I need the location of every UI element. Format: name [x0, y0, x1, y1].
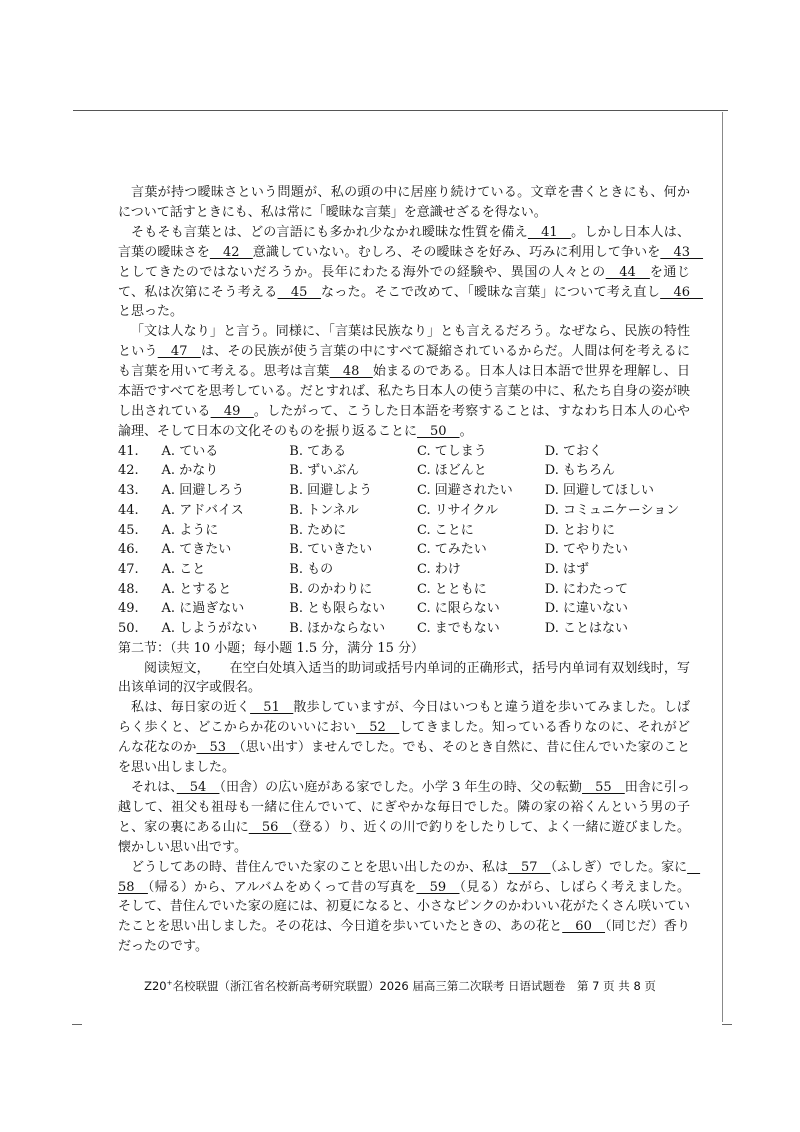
exam-page: [118, 183, 704, 957]
text-segment: なった。そこで改めて、「曖昧な言葉」について考え直し: [321, 284, 661, 300]
question-number: 47.: [118, 561, 139, 577]
option-a: A. てきたい: [161, 542, 232, 558]
text-segment: してきました。知っている香りなのに、それがどんな花なのか: [118, 720, 690, 756]
answer-blank: 58: [118, 859, 701, 895]
text-segment: 。したがって、こうした日本語を考察することは、すなわち日本人の心や論理、そして日本の文化そのものを振り返ることに: [118, 403, 690, 439]
option-a: A. ている: [161, 443, 219, 459]
crop-mark-left: [72, 1024, 82, 1025]
option-a: A. 回避しろう: [161, 483, 245, 499]
question-row: [118, 540, 690, 560]
option-c: C. リサイクル: [417, 502, 498, 518]
passage1-para-1: [118, 183, 690, 223]
margin-rule: [722, 112, 723, 1022]
text-segment: を通じて、私は次第にそう考える: [118, 264, 690, 300]
question-number: 46.: [118, 542, 139, 558]
option-b: B. のかわりに: [289, 581, 373, 597]
text-segment: それは、: [131, 780, 177, 795]
text-segment: （ふしぎ）でした。家に: [550, 859, 688, 875]
question-number: 42.: [118, 463, 139, 479]
option-d: D. ておく: [544, 443, 603, 459]
question-row: [118, 461, 690, 481]
option-d: D. はず: [544, 561, 590, 577]
question-number: 43.: [118, 483, 139, 499]
question-number: 45.: [118, 522, 139, 538]
question-row: [118, 501, 690, 521]
crop-mark-right: [722, 1024, 732, 1025]
answer-blank: 60: [562, 919, 606, 935]
passage2-para-1: [118, 698, 690, 778]
option-d: D. コミュニケーション: [544, 502, 680, 518]
option-c: C. ほどんと: [417, 463, 487, 479]
text-segment: 私は、毎日家の近く: [131, 700, 251, 716]
question-number: 41.: [118, 443, 139, 459]
text-segment: そもそも言葉とは、どの言語にも多かれ少なかれ曖昧な性質を備え: [131, 224, 528, 240]
footer-text: 名校联盟（浙江省名校新高考研究联盟）2026 届高三第二次联考 日语试题卷 第 7 页 共 8 页: [172, 979, 656, 993]
option-d: D. ことはない: [544, 620, 629, 636]
footer-sup: +: [166, 979, 173, 988]
question-row: [118, 599, 690, 619]
text-segment: 。しかし日本人は、言葉の曖昧さを: [118, 224, 690, 260]
text-segment: は、その民族が使う言葉の中にすべて凝縮されているからだ。人間は何を考えるにも言葉を用いて考える。思考は言葉: [118, 344, 690, 380]
option-b: B. てある: [289, 443, 347, 459]
text-segment: 。: [459, 423, 473, 439]
option-b: B. ほかならない: [289, 620, 386, 636]
question-number: 50.: [118, 620, 139, 636]
answer-blank: 46: [660, 284, 703, 300]
answer-blank: 55: [582, 780, 625, 795]
answer-blank: 45: [277, 284, 321, 300]
question-row: [118, 521, 690, 541]
option-b: B. 回避しよう: [289, 483, 373, 499]
question-options: [118, 442, 690, 639]
section-instruction: 阅读短文， 在空白处填入适当的助词或括号内单词的正确形式，括号内单词有双划线时，写出该单词的汉字或假名。: [118, 660, 690, 696]
option-a: A. ように: [161, 522, 219, 538]
header-rule: [73, 110, 728, 111]
text-segment: （田舎）の広い庭がある家でした。小学 3 年生の時、父の転勤: [219, 780, 583, 795]
option-b: B. ていきたい: [289, 542, 373, 558]
text-segment: （登る）り、近くの川で釣りをしたりして、よく一緒に遊びました。懐かしい思い出です。: [118, 819, 690, 855]
answer-blank: 49: [210, 403, 254, 419]
question-row: [118, 619, 690, 639]
option-b: B. もの: [289, 561, 334, 577]
answer-blank: 42: [209, 244, 253, 260]
text-segment: と思った。: [118, 304, 184, 320]
text-segment: 意識していない。むしろ、その曖昧さを好み、巧みに利用して争いを: [252, 244, 661, 260]
option-a: A. かなり: [161, 463, 219, 479]
question-row: [118, 442, 690, 462]
text-segment: 始まるのである。日本人は日本語で世界を理解し、日本語ですべてを思考している。だとすれば、私たち日本人の使う言葉の中に、私たち自身の姿が映し出されている: [118, 364, 690, 419]
option-b: B. トンネル: [289, 502, 359, 518]
answer-blank: 51: [250, 700, 294, 716]
text-segment: としてきたのではないだろうか。長年にわたる海外での経験や、異国の人々との: [118, 264, 606, 280]
answer-blank: 44: [605, 264, 650, 280]
question-row: [118, 580, 690, 600]
option-c: C. 回避されたい: [417, 483, 513, 499]
option-a: A. に過ぎない: [161, 601, 245, 617]
answer-blank: 52: [356, 720, 400, 736]
question-number: 49.: [118, 601, 139, 617]
answer-blank: 54: [176, 780, 220, 795]
option-c: C. てみたい: [417, 542, 487, 558]
text-segment: （思い出す）ませんでした。でも、そのとき自然に、昔に住んでいた家のことを思い出しました。: [118, 740, 690, 776]
text-segment: （帰る）から、アルバムをめくって昔の写真を: [147, 879, 417, 895]
option-c: C. とともに: [417, 581, 487, 597]
option-d: D. 回避してほしい: [544, 483, 655, 499]
text-segment: 散歩していますが、今日はいつもと違う道を歩いてみました。しばらく歩くと、どこからか花のいいにおい: [118, 700, 690, 736]
answer-blank: 47: [157, 344, 201, 360]
option-a: A. アドバイス: [161, 502, 244, 518]
option-a: A. こと: [161, 561, 206, 577]
option-d: D. てやりたい: [544, 542, 629, 558]
answer-blank: 59: [416, 879, 460, 895]
option-d: D. もちろん: [544, 463, 616, 479]
answer-blank: 43: [660, 244, 704, 260]
text-segment: （見る）ながら、しばらく考えました。そして、昔住んでいた家の庭には、初夏になると、小さなピンクのかわいい花がたくさん咲いていたことを思い出しました。その花は、今日道を歩いていたときの、あの花と: [118, 879, 690, 935]
option-c: C. に限らない: [417, 601, 500, 617]
option-b: B. ために: [289, 522, 347, 538]
passage1-para-2: [118, 223, 704, 323]
question-row: [118, 481, 690, 501]
answer-blank: 56: [248, 819, 292, 835]
text-segment: （同じだ）香りだったのです。: [118, 919, 690, 955]
option-c: C. てしまう: [417, 443, 487, 459]
option-a: A. しようがない: [161, 620, 258, 636]
passage2-para-3: [118, 858, 701, 958]
answer-blank: 41: [527, 224, 572, 240]
option-d: D. にわたって: [544, 581, 629, 597]
page-footer: [0, 978, 800, 994]
option-b: B. とも限らない: [289, 601, 386, 617]
option-d: D. に違いない: [544, 601, 629, 617]
section-title: 第二节：（共 10 小题；每小题 1.5 分，满分 15 分）: [118, 640, 425, 656]
question-number: 44.: [118, 502, 139, 518]
option-a: A. とすると: [161, 581, 232, 597]
question-row: [118, 560, 690, 580]
question-number: 48.: [118, 581, 139, 597]
answer-blank: 48: [329, 364, 373, 380]
text-segment: 田舎に引っ越して、祖父も祖母も一緒に住んでいて、にぎやかな毎日でした。隣の家の裕くんという男の子と、家の裏にある山に: [118, 780, 690, 835]
answer-blank: 50: [417, 423, 460, 439]
footer-prefix: Z20: [144, 979, 167, 993]
passage1-para-3: [118, 322, 690, 441]
answer-blank: 57: [508, 859, 551, 875]
option-d: D. とおりに: [544, 522, 616, 538]
passage2-para-2: [118, 778, 690, 858]
option-b: B. ずいぶん: [289, 463, 360, 479]
option-c: C. わけ: [417, 561, 461, 577]
option-c: C. までもない: [417, 620, 500, 636]
text-segment: どうしてあの時、昔住んでいた家のことを思い出したのか、私は: [131, 859, 509, 875]
text-segment: 言葉が持つ曖昧さという問題が、私の頭の中に居座り続けている。文章を書くときにも、何かについて話すときにも、私は常に「曖昧な言葉」を意識せざるを得ない。: [118, 185, 690, 220]
option-c: C. ことに: [417, 522, 474, 538]
answer-blank: 53: [196, 740, 240, 756]
text-segment: 「文は人なり」と言う。同様に、「言葉は民族なり」とも言えるだろう。なぜなら、民族の特性という: [118, 324, 690, 360]
